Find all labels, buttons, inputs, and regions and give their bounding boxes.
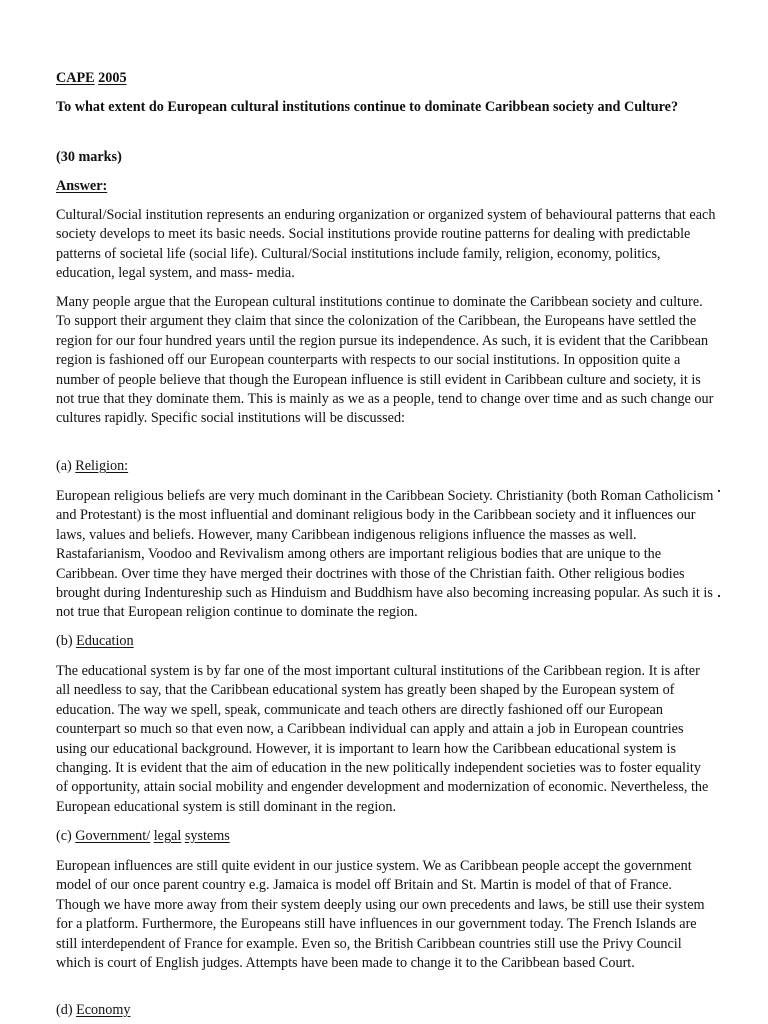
paragraph-government: European influences are still quite evident in our justice system. We as Caribbean people accept the government model of our once parent country e.g. Jamaica is model off Britain and St. Martin is model of that of France. Though we have more away from their system deeply using our own precedents and laws, be still use their system for a platform. Furthermore, the Europeans still have influences in our government today. The French Islands are still interdependent of France for example. Even so, the British Caribbean countries still use the Privy Council which is court of English judges. Attempts have been made to change it to the Caribbean based Court. [56,858,705,972]
paragraph-religion: European religious beliefs are very much dominant in the Caribbean Society. Christianity (both Roman Catholicism and Protestant) is the most influential and dominant religious body in the Caribbean society and it influences our laws, values and beliefs. However, many Caribbean indigenous religions influence the masses as well. Rastafarianism, Voodoo and Revivalism among others are important religious bodies that are unique to the Caribbean. Over time they have merged their doctrines with those of the Christian faith. Other religious bodies brought during Indentureship such as Hinduism and Buddhism have also becoming increasing popular. As such it is not true that European religion continue to dominate the region. [56,488,714,621]
question-text: To what extent do European cultural institutions continue to dominate Caribbean society and Culture? [56,99,679,115]
section-title-part: Government/ [75,828,151,844]
scan-speck [718,595,720,597]
paragraph-argument: Many people argue that the European cultural institutions continue to dominate the Caribbean society and culture. To support their argument they claim that since the colonization of the Caribbean, the Europeans have settled the region for our four hundred years until the region pursue its independence. As such, it is evident that the Caribbean region is fashioned off our European counterparts with respects to our social institutions. In opposition quite a number of people believe that though the European influence is still evident in Caribbean culture and society, it is not true that they dominate them. This is mainly as we as a people, tend to change over time and as such change our cultures rapidly. Specific social institutions will be discussed: [56,294,714,427]
paragraph-education: The educational system is by far one of the most important cultural institutions of the Caribbean region. It is after all needless to say, that the Caribbean educational system has greatly been shaped by the European system of education. The way we spell, speak, communicate and teach others are directly fashioned off our European counterpart so much so that even now, a Caribbean individual can apply and attain a job in European countries using our educational background. However, it is important to learn how the Caribbean educational system is changing. It is evident that the aim of education in the new politically independent societies was to foster equality of opportunity, attain social mobility and engender development and modernization of economic. Nevertheless, the European educational system is still dominant in the region. [56,663,709,815]
answer-heading [56,177,716,196]
section-prefix: (b) [56,633,73,649]
section-prefix: (d) [56,1002,73,1018]
answer-label: Answer: [56,178,108,194]
exam-name: CAPE [56,70,95,86]
section-heading-government [56,827,716,846]
section-heading-economy [56,1001,716,1020]
section-prefix: (c) [56,828,72,844]
scan-speck [718,490,720,492]
section-title: Economy [76,1002,131,1018]
exam-header [56,69,716,88]
exam-year: 2005 [98,70,127,86]
paragraph-intro: Cultural/Social institution represents an enduring organization or organized system of behavioural patterns that each society develops to meet its basic needs. Social institutions provide routine patterns for dealing with predictable patterns of societal life (social life). Cultural/Social institutions include family, religion, economy, politics, education, legal system, and mass- media. [56,207,716,282]
section-heading-religion [56,457,716,476]
section-title-part: legal [153,828,182,844]
section-prefix: (a) [56,458,72,474]
marks-label: (30 marks) [56,149,122,165]
section-title: Education [76,633,134,649]
section-title-part: systems [184,828,230,844]
section-heading-education [56,632,716,651]
section-title: Religion: [75,458,129,474]
